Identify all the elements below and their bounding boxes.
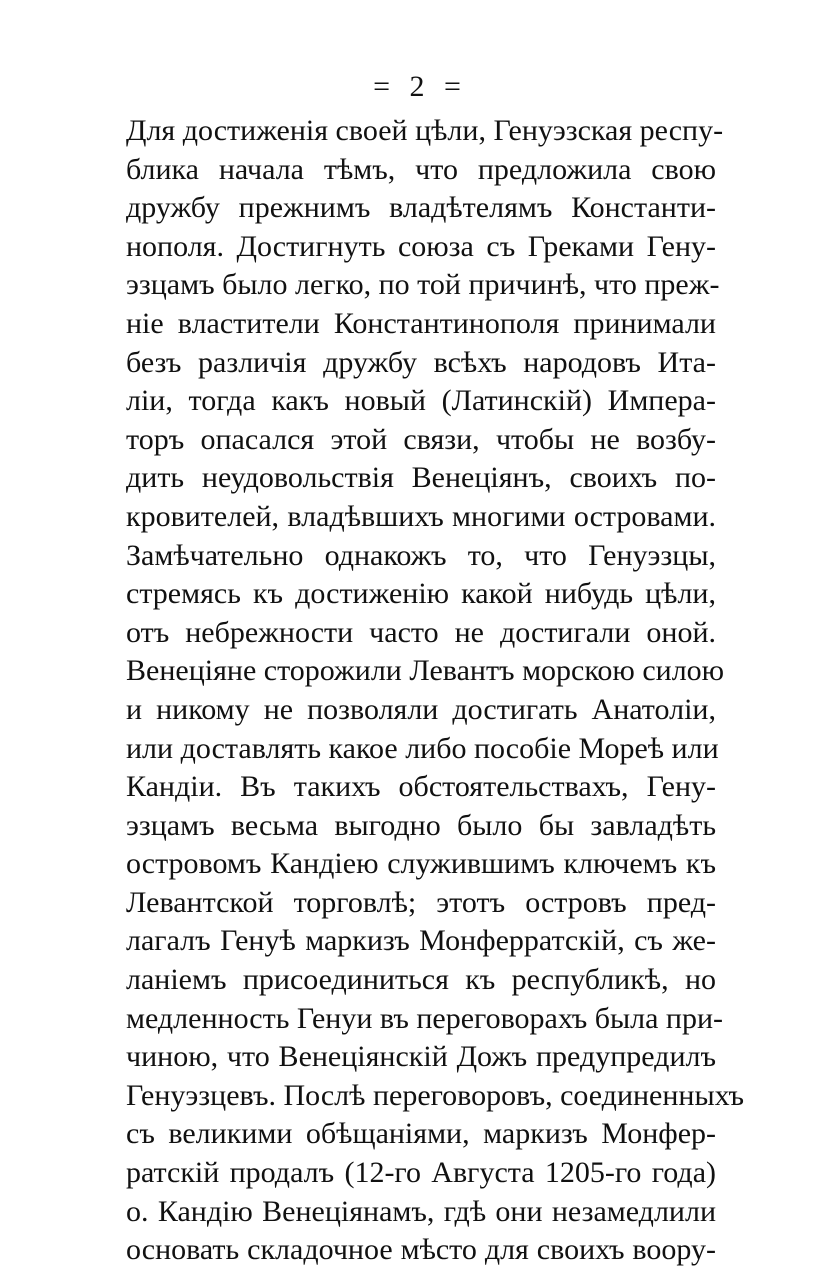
text-line: и никому не позволяли достигать Анатоліи, xyxy=(126,692,716,726)
text-line: нополя. Достигнуть союза съ Греками Гену- xyxy=(126,229,716,263)
text-line: Левантской торговлѣ; этотъ островъ пред- xyxy=(126,885,716,919)
text-line: дить неудовольствія Венеціянъ, своихъ по- xyxy=(126,461,716,495)
text-line: безъ различія дружбу всѣхъ народовъ Ита- xyxy=(126,345,716,379)
text-line: лагалъ Генуѣ маркизъ Монферратскій, съ же- xyxy=(126,924,716,958)
text-line: Для достиженія своей цѣли, Генуэзская респу- xyxy=(126,114,724,147)
text-line: эзцамъ весьма выгодно было бы завладѣть xyxy=(126,808,716,842)
page-number: = 2 = xyxy=(373,70,467,103)
text-line: ланіемъ присоединиться къ республикѣ, но xyxy=(126,963,716,997)
text-line: кровителей, владѣвшихъ многими островами. xyxy=(126,499,716,533)
text-line: Венеціяне сторожили Левантъ морскою силою xyxy=(126,654,725,688)
text-line: съ великими обѣщаніями, маркизъ Монфер- xyxy=(126,1117,716,1151)
text-line: островомъ Кандіею служившимъ ключемъ къ xyxy=(126,847,716,881)
text-line: отъ небрежности часто не достигали оной. xyxy=(126,615,716,649)
text-line: эзцамъ было легко, по той причинѣ, что преж- xyxy=(126,268,720,302)
text-line: торъ опасался этой связи, чтобы не возбу- xyxy=(126,422,716,456)
text-line: дружбу прежнимъ владѣтелямъ Константи- xyxy=(126,191,716,225)
body-text xyxy=(126,112,745,1270)
text-line: Замѣчательно однакожъ то, что Генуэзцы, xyxy=(126,538,716,572)
text-line: стремясь къ достиженію какой нибудь цѣли, xyxy=(126,577,716,611)
text-line: ніе властители Константинополя принимали xyxy=(126,306,716,340)
text-line: о. Кандію Венеціянамъ, гдѣ они незамедлили xyxy=(126,1194,716,1228)
text-line: чиною, что Венеціянскій Дожъ предупредилъ xyxy=(126,1040,716,1074)
text-line: или доставлять какое либо пособіе Мореѣ или xyxy=(126,731,719,765)
text-line: медленность Генуи въ переговорахъ была при- xyxy=(126,1001,724,1035)
text-line: основать складочное мѣсто для своихъ воору- xyxy=(126,1233,716,1267)
text-line: Кандіи. Въ такихъ обстоятельствахъ, Гену- xyxy=(126,770,716,804)
text-line: ліи, тогда какъ новый (Латинскій) Импера- xyxy=(126,384,716,418)
text-line: ратскій продалъ (12-го Августа 1205-го года) xyxy=(126,1156,716,1190)
text-line: Генуэзцевъ. Послѣ переговоровъ, соединенныхъ xyxy=(126,1078,745,1112)
text-line: блика начала тѣмъ, что предложила свою xyxy=(126,152,716,186)
